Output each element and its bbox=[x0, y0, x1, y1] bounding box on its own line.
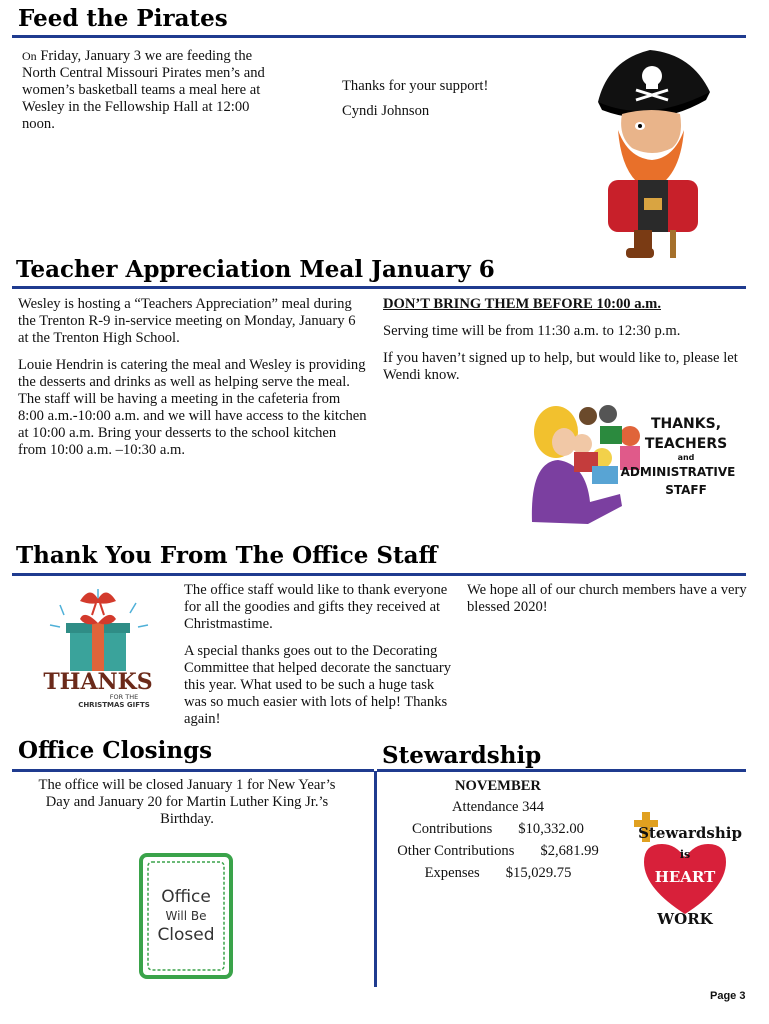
row-value: $15,029.75 bbox=[505, 865, 572, 881]
teacher-title: Teacher Appreciation Meal January 6 bbox=[16, 256, 495, 283]
closings-body: The office will be closed January 1 for New Year’s Day and January 20 for Martin Luther King Jr.’s Birthday. bbox=[38, 777, 336, 827]
teacher-warning: DON’T BRING THEM BEFORE 10:00 a.m. bbox=[383, 296, 661, 312]
gift-for-the-text: FOR THE bbox=[109, 693, 139, 701]
pirate-illustration bbox=[588, 40, 718, 262]
stewardship-heart-work-illustration bbox=[628, 806, 742, 930]
closed-sign-office-text: Office bbox=[161, 887, 211, 907]
teacher-paragraph-1: Wesley is hosting a “Teachers Appreciation” meal during the Trenton R-9 in-service meeting on Monday, January 6 at the Trenton High School. bbox=[18, 296, 356, 346]
row-label: Contributions bbox=[412, 821, 493, 837]
column-divider bbox=[374, 771, 377, 987]
gift-christmas-gifts-text: CHRISTMAS GIFTS bbox=[78, 701, 150, 709]
stewardship-month: NOVEMBER bbox=[455, 778, 541, 794]
office-thanks-paragraph-2: A special thanks goes out to the Decorating Committee that helped decorate the sanctuary this year. What used to be such a huge task was so much easier with lots of help! Thanks again! bbox=[184, 643, 452, 727]
teacher-right-column bbox=[383, 296, 743, 394]
teacher-signup: If you haven’t signed up to help, but would like to, please let Wendi know. bbox=[383, 350, 738, 383]
closings-rule bbox=[12, 769, 374, 772]
gift-thanks-text: THANKS bbox=[43, 669, 153, 695]
heart-heart-text: HEART bbox=[654, 868, 716, 886]
office-thanks-middle-column bbox=[184, 582, 452, 738]
row-label: Other Contributions bbox=[397, 843, 515, 859]
clipart-thanks-text: THANKS, bbox=[650, 416, 722, 432]
closed-sign-will-be-text: Will Be bbox=[165, 909, 207, 923]
stewardship-attendance: Attendance 344 bbox=[452, 799, 544, 815]
clipart-teachers-text: TEACHERS bbox=[644, 436, 728, 452]
stewardship-report bbox=[380, 776, 616, 884]
row-value: $2,681.99 bbox=[540, 843, 599, 859]
teacher-left-column bbox=[18, 296, 368, 469]
row-label: Expenses bbox=[424, 865, 480, 881]
teacher-paragraph-2: Louie Hendrin is catering the meal and Wesley is providing the desserts and drinks as well as helping serve the meal. The staff will be having a meeting in the cafeteria from 8:00 a.m.-10:00 a.m. and we will have access to the kitchen at 10:00 a.m. Bring your desserts to the school kitchen from 10:00 a.m. –10:30 a.m. bbox=[18, 357, 367, 458]
office-thanks-title: Thank You From The Office Staff bbox=[16, 542, 438, 569]
closings-title: Office Closings bbox=[18, 737, 213, 764]
heart-stewardship-text: Stewardship bbox=[638, 824, 742, 842]
feed-signature: Cyndi Johnson bbox=[342, 103, 430, 119]
thanks-gift-illustration bbox=[40, 585, 158, 709]
clipart-administrative-text: ADMINISTRATIVE bbox=[620, 465, 736, 479]
row-value: $10,332.00 bbox=[518, 821, 584, 837]
feed-body bbox=[22, 48, 272, 133]
feed-thanks: Thanks for your support! bbox=[342, 78, 489, 94]
office-thanks-paragraph-1: The office staff would like to thank everyone for all the goodies and gifts they received at Christmastime. bbox=[184, 582, 448, 632]
feed-body-rest: Friday, January 3 we are feeding the North Central Missouri Pirates men’s and women’s basketball teams a meal here at Wesley in the Fellowship Hall at 12:00 noon. bbox=[22, 48, 265, 132]
teacher-rule bbox=[12, 286, 746, 289]
office-closed-sign bbox=[138, 852, 234, 980]
office-thanks-rule bbox=[12, 573, 746, 576]
stewardship-title: Stewardship bbox=[382, 742, 542, 769]
stewardship-row-other-contributions bbox=[380, 840, 616, 862]
feed-title: Feed the Pirates bbox=[18, 5, 228, 32]
clipart-and-text: and bbox=[677, 453, 695, 462]
page-number: Page 3 bbox=[710, 990, 746, 1002]
stewardship-rule bbox=[377, 769, 746, 772]
teacher-serving-time: Serving time will be from 11:30 a.m. to 12:30 p.m. bbox=[383, 323, 681, 339]
feed-rule bbox=[12, 35, 746, 38]
feed-thanks-block bbox=[342, 74, 562, 124]
closed-sign-closed-text: Closed bbox=[157, 925, 215, 945]
office-thanks-paragraph-3: We hope all of our church members have a very blessed 2020! bbox=[467, 582, 747, 615]
stewardship-row-contributions bbox=[380, 818, 616, 840]
heart-is-text: is bbox=[679, 848, 691, 861]
office-thanks-right-column bbox=[467, 582, 747, 626]
clipart-staff-text: STAFF bbox=[665, 483, 707, 497]
feed-body-lead: On bbox=[22, 49, 37, 63]
stewardship-row-expenses bbox=[380, 862, 616, 884]
heart-work-text: WORK bbox=[657, 910, 713, 928]
thanks-teachers-illustration bbox=[528, 402, 738, 526]
